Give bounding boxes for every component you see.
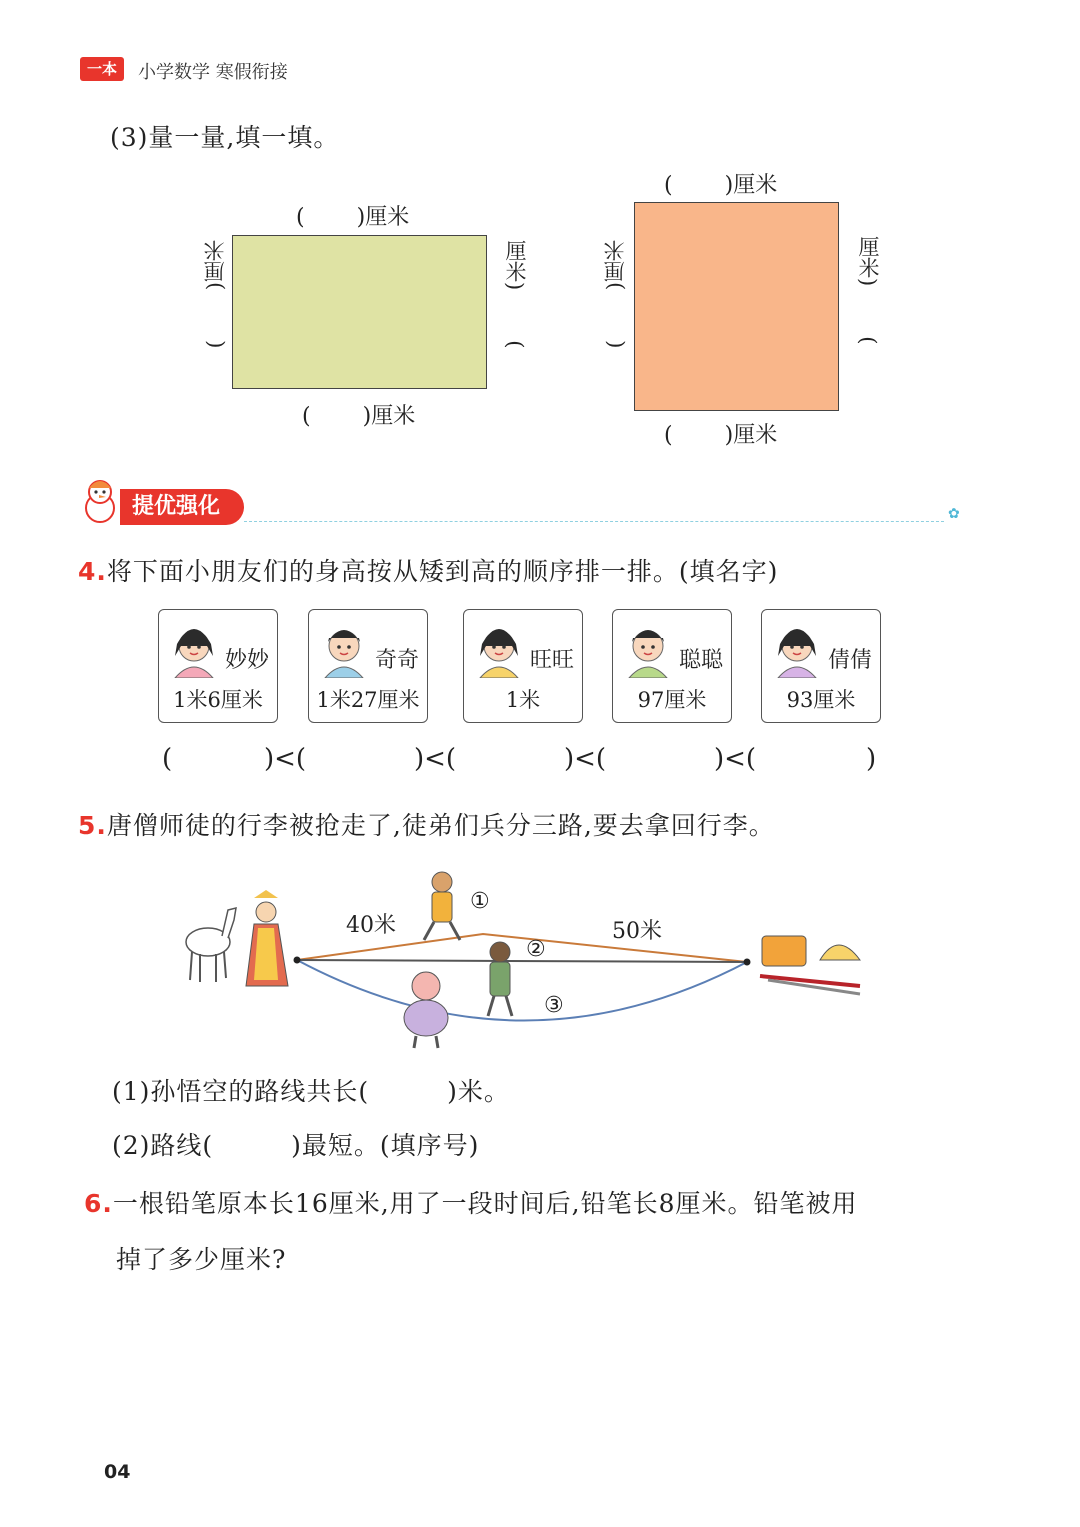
route-3-label: ③ — [544, 993, 564, 1018]
order-sep-4: )<( — [714, 744, 757, 774]
green-bottom-blank[interactable]: ( )厘米 — [302, 404, 416, 429]
route-1-line — [297, 934, 747, 962]
kid-height: 97厘米 — [637, 688, 707, 712]
luggage-icon — [760, 936, 860, 994]
monkey-king-icon — [424, 872, 460, 940]
banner-divider — [244, 521, 944, 522]
order-answer-row[interactable] — [160, 744, 900, 780]
brand-badge: 一本 — [80, 57, 124, 81]
order-sep-2: )<( — [414, 744, 457, 774]
kid-name: 聪聪 — [678, 648, 723, 673]
tang-monk-icon — [246, 890, 288, 986]
child-face-icon — [772, 616, 822, 678]
q5-number: 5. — [78, 811, 107, 840]
q5-sub1[interactable]: (1)孙悟空的路线共长( )米。 — [112, 1077, 510, 1106]
kid-height: 1米 — [505, 688, 541, 712]
child-face-icon — [623, 616, 673, 678]
route-2-line — [297, 960, 747, 962]
route-2-label: ② — [526, 937, 546, 962]
orange-square — [634, 202, 839, 411]
kid-height: 1米6厘米 — [173, 688, 263, 712]
kid-name: 倩倩 — [827, 648, 872, 673]
kid-name: 旺旺 — [529, 648, 574, 673]
order-sep-1: )<( — [264, 744, 307, 774]
page-number: 04 — [104, 1461, 131, 1483]
child-face-icon — [169, 616, 219, 678]
route-diagram — [170, 860, 890, 1055]
order-close: ) — [866, 744, 877, 774]
part3-heading: (3)量一量,填一填。 — [110, 123, 340, 152]
green-left-blank[interactable]: ()厘米 — [203, 240, 227, 349]
green-rectangle — [232, 235, 487, 389]
header-title: 小学数学 寒假衔接 — [138, 62, 288, 83]
q6-line2: 掉了多少厘米? — [116, 1245, 287, 1274]
green-right-blank[interactable]: 厘米)( — [503, 240, 527, 349]
child-face-icon — [319, 616, 369, 678]
kid-height: 1米27厘米 — [316, 688, 420, 712]
child-face-icon — [474, 616, 524, 678]
q5-sub2[interactable]: (2)路线( )最短。(填序号) — [112, 1131, 480, 1160]
kid-name: 奇奇 — [374, 648, 419, 673]
kid-name: 妙妙 — [224, 648, 269, 673]
section-banner: 提优强化 — [120, 489, 244, 525]
pigsy-icon — [404, 972, 448, 1048]
label-50m: 50米 — [612, 919, 662, 944]
q6-number: 6. — [84, 1189, 113, 1218]
kid-card — [463, 609, 583, 723]
q6-line1 — [84, 1184, 858, 1220]
q4-statement: 将下面小朋友们的身高按从矮到高的顺序排一排。(填名字) — [106, 557, 779, 586]
q4-text — [78, 552, 778, 588]
orange-right-blank[interactable]: 厘米)( — [856, 236, 880, 345]
route-3-line — [297, 960, 747, 1021]
kid-card — [158, 609, 278, 723]
kid-card — [308, 609, 428, 723]
kid-card — [761, 609, 881, 723]
q4-number: 4. — [78, 557, 107, 586]
kid-height: 93厘米 — [786, 688, 856, 712]
horse-icon — [186, 908, 236, 982]
route-1-label: ① — [470, 889, 490, 914]
orange-top-blank[interactable]: ( )厘米 — [664, 173, 778, 198]
sha-monk-icon — [488, 942, 512, 1016]
kid-card — [612, 609, 732, 723]
q5-statement: 唐僧师徒的行李被抢走了,徒弟们兵分三路,要去拿回行李。 — [106, 811, 775, 840]
order-sep-3: )<( — [564, 744, 607, 774]
green-top-blank[interactable]: ( )厘米 — [296, 205, 410, 230]
label-40m: 40米 — [346, 913, 396, 938]
flower-icon: ✿ — [948, 506, 960, 522]
order-open: ( — [162, 744, 173, 774]
orange-bottom-blank[interactable]: ( )厘米 — [664, 423, 778, 448]
q5-text — [78, 806, 775, 842]
q6-statement: 一根铅笔原本长16厘米,用了一段时间后,铅笔长8厘米。铅笔被用 — [112, 1189, 858, 1218]
orange-left-blank[interactable]: ()厘米 — [603, 240, 627, 349]
